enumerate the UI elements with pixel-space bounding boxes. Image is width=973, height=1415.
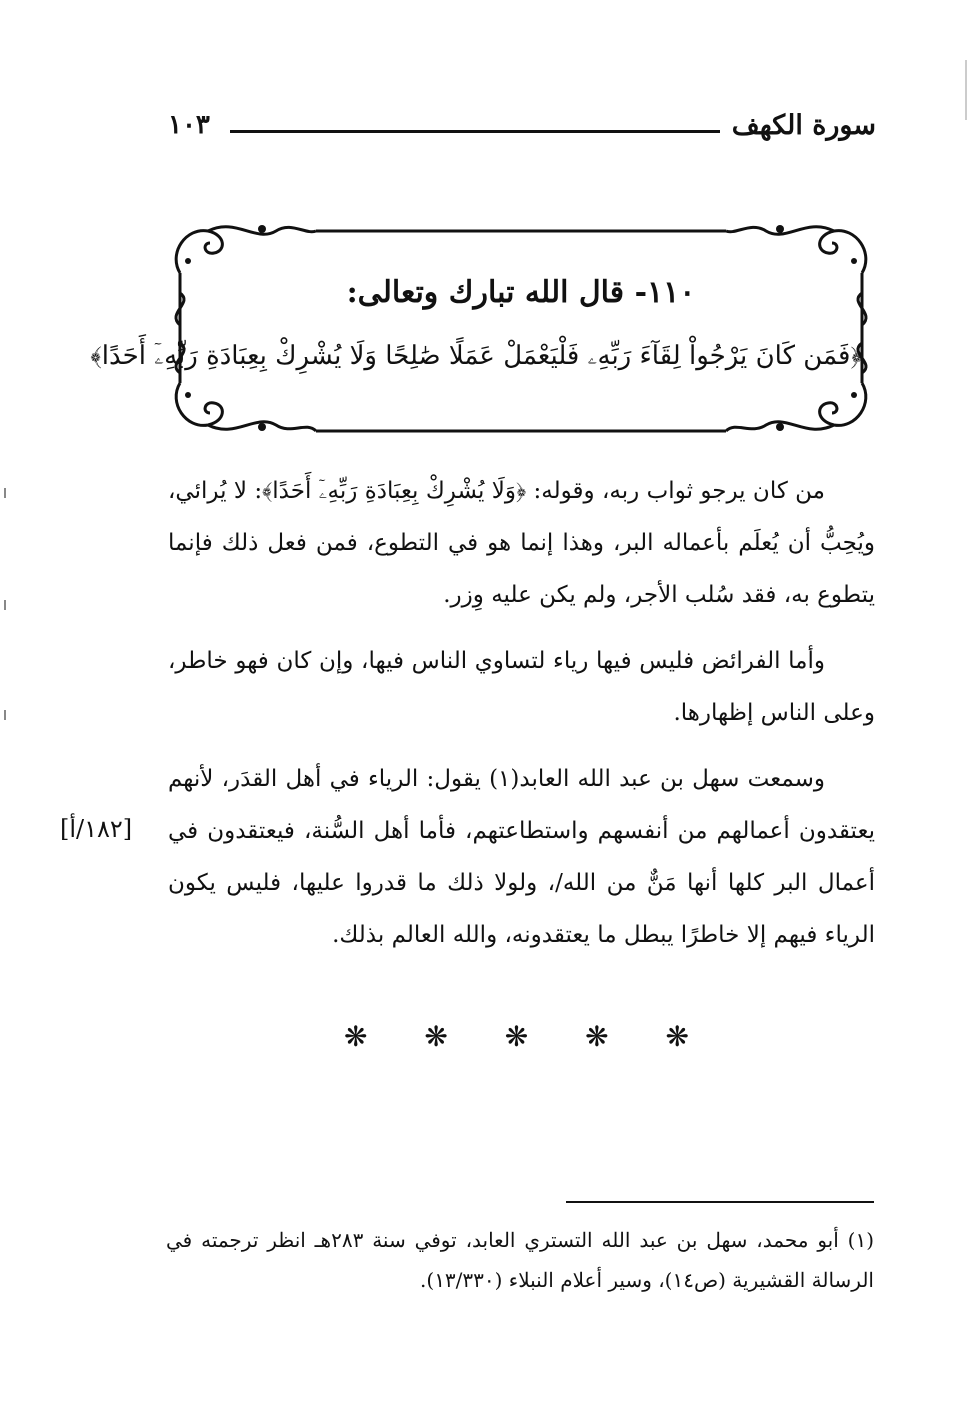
section-separator	[344, 1020, 689, 1053]
asterism-icon: ❋	[424, 1020, 448, 1053]
asterism-icon: ❋	[504, 1020, 529, 1053]
running-header	[168, 108, 876, 154]
asterism-icon: ❋	[665, 1020, 689, 1053]
paragraph: وسمعت سهل بن عبد الله العابد(١) يقول: الرياء في أهل القدَر، لأنهم يعتقدون أعمالهم من أنفسهم واستطاعتهم، فأما أهل السُّنة، فيعتقدون في أعمال البر كلها أنها مَنٌّ من الله/، ولولا ذلك ما قدروا عليها، فليس يكون الرياء فيهم إلا خاطرًا يبطل ما يعتقدونه، والله العالم بذلك.	[168, 766, 875, 948]
scan-edge-mark	[4, 488, 6, 498]
page-number: ١٠٣	[168, 110, 210, 140]
paragraph: من كان يرجو ثواب ربه، وقوله: ﴿وَلَا يُشْرِكْ بِعِبَادَةِ رَبِّهِۦٓ أَحَدًا﴾: لا يُرائي، ويُحِبُّ أن يُعلَم بأعماله البر، وهذا إنما هو في التطوع، فمن فعل ذلك فإنما يتطوع به، فقد سُلب الأجر، ولم يكن عليه وِزر.	[168, 478, 875, 608]
quran-verse: ﴿فَمَن كَانَ يَرْجُواْ لِقَآءَ رَبِّهِۦ فَلْيَعْمَلْ عَمَلًا صَٰلِحًا وَلَا يُشْرِكْ بِعِبَادَةِ رَبِّهِۦٓ أَحَدًا﴾	[90, 341, 862, 371]
paragraph: وأما الفرائض فليس فيها رياء لتساوي الناس فيها، وإن كان فهو خاطر، وعلى الناس إظهارها.	[168, 648, 875, 726]
ornamental-border-icon	[90, 213, 876, 440]
asterism-icon: ❋	[344, 1020, 368, 1053]
footnote: (١) أبو محمد، سهل بن عبد الله التستري العابد، توفي سنة ٢٨٣هـ انظر ترجمته في الرسالة القشيرية (ص١٤)، وسير أعلام النبلاء (١٣/٣٣٠).	[166, 1228, 875, 1292]
scan-edge-mark	[4, 600, 6, 610]
header-rule	[230, 130, 720, 133]
asterism-icon: ❋	[585, 1020, 609, 1053]
surah-title: سورة الكهف	[731, 110, 876, 141]
scan-edge-mark	[4, 710, 6, 720]
commentary-body	[168, 465, 875, 975]
manuscript-folio-note: [١٨٢/أ]	[60, 815, 133, 843]
footnote-rule	[566, 1201, 874, 1203]
verse-frame	[90, 213, 876, 440]
verse-heading: ١١٠- قال الله تبارك وتعالى:	[346, 275, 696, 310]
scan-edge-mark	[965, 60, 967, 120]
